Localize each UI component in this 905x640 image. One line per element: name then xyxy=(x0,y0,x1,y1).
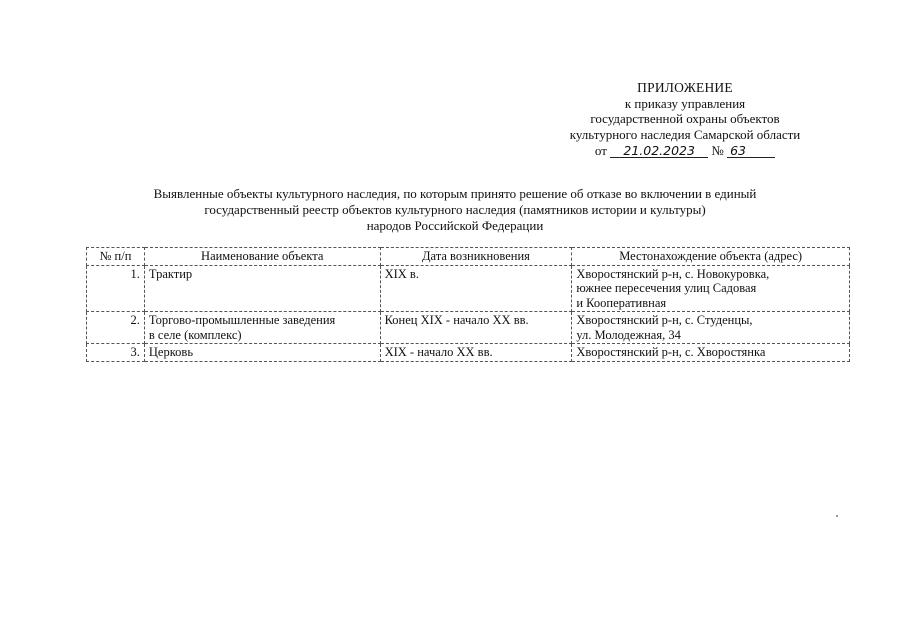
document-heading xyxy=(95,186,815,234)
location-line: Хворостянский р-н, с. Хворостянка xyxy=(576,345,766,359)
location-line: и Кооперативная xyxy=(576,295,667,310)
objects-table xyxy=(86,247,850,362)
row-location xyxy=(572,265,850,312)
name-line: Торгово-промышленные заведения xyxy=(148,313,336,327)
row-location xyxy=(572,344,850,362)
header-location: Местонахождение объекта (адрес) xyxy=(572,248,850,266)
appendix-block xyxy=(540,80,830,159)
scan-speck xyxy=(836,515,838,517)
heading-line-1: Выявленные объекты культурного наследия, по которым принято решение об отказе во включении в единый xyxy=(153,186,757,201)
header-num: № п/п xyxy=(87,248,145,266)
row-name xyxy=(144,312,380,344)
order-date: 21.02.2023 xyxy=(610,144,708,158)
appendix-title: ПРИЛОЖЕНИЕ xyxy=(637,80,733,95)
table-row xyxy=(87,344,850,362)
location-line: ул. Молодежная, 34 xyxy=(576,327,681,342)
row-date: XIX в. xyxy=(380,265,572,312)
number-label: № xyxy=(711,143,724,158)
appendix-line-2: государственной охраны объектов xyxy=(590,111,780,126)
location-line: Хворостянский р-н, с. Студенцы, xyxy=(576,313,753,327)
row-num: 3. xyxy=(87,344,145,362)
row-location xyxy=(572,312,850,344)
order-line xyxy=(540,143,830,159)
header-date: Дата возникновения xyxy=(380,248,572,266)
row-num: 1. xyxy=(87,265,145,312)
heading-line-2: государственный реестр объектов культурного наследия (памятников истории и культуры) xyxy=(204,202,706,217)
table-row xyxy=(87,265,850,312)
row-num: 2. xyxy=(87,312,145,344)
table-header-row xyxy=(87,248,850,266)
heading-line-3: народов Российской Федерации xyxy=(366,218,544,233)
order-number: 63 xyxy=(727,144,775,158)
header-name: Наименование объекта xyxy=(144,248,380,266)
from-label: от xyxy=(594,143,607,158)
table-row xyxy=(87,312,850,344)
row-name: Церковь xyxy=(144,344,380,362)
appendix-line-1: к приказу управления xyxy=(624,95,746,111)
location-line: южнее пересечения улиц Садовая xyxy=(576,281,757,295)
name-line: в селе (комплекс) xyxy=(148,327,242,342)
row-date: Конец XIX - начало XX вв. xyxy=(380,312,572,344)
location-line: Хворостянский р-н, с. Новокуровка, xyxy=(576,266,770,281)
row-date: XIX - начало XX вв. xyxy=(380,344,572,362)
row-name: Трактир xyxy=(144,265,380,312)
appendix-line-3: культурного наследия Самарской области xyxy=(569,126,801,142)
